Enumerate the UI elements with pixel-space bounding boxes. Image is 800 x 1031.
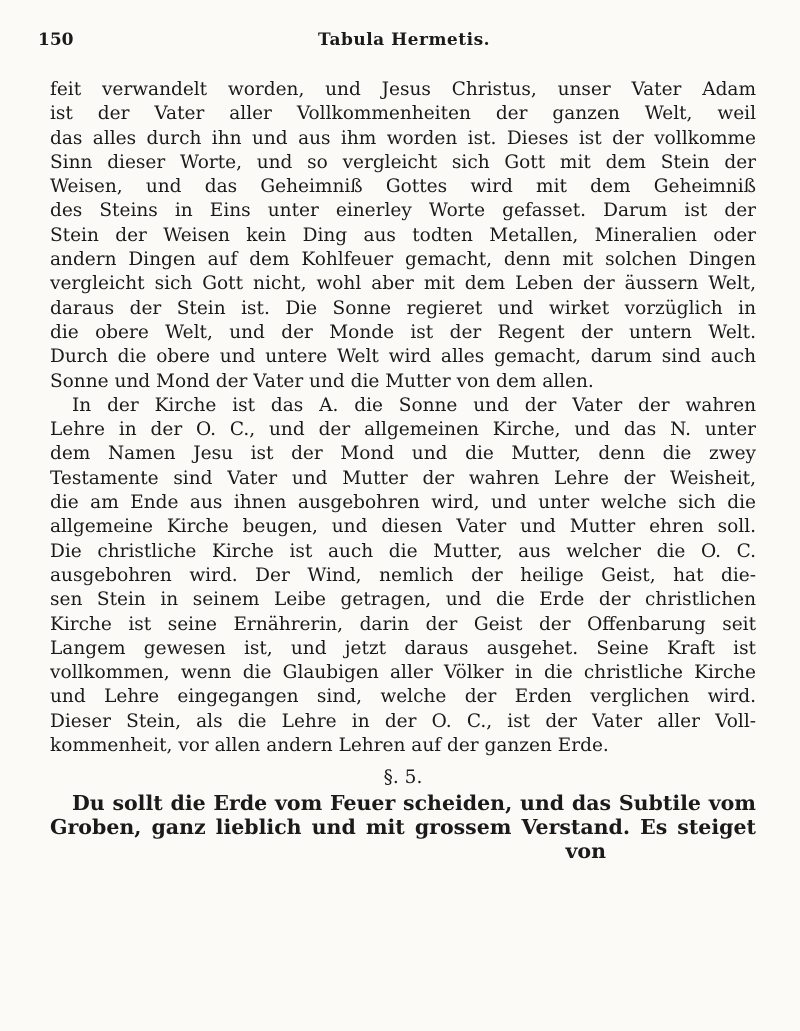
page-number: 150 <box>38 30 74 50</box>
text-line: und Lehre eingegangen sind, welche der Erden verglichen wird. <box>50 686 756 708</box>
text-line: Weisen, und das Geheimniß Gottes wird mit dem Geheimniß <box>50 176 756 198</box>
text-line: Dieser Stein, als die Lehre in der O. C., ist der Vater aller Voll- <box>50 710 756 732</box>
text-line: dem Namen Jesu ist der Mond und die Mutter, denn die zwey <box>50 443 756 465</box>
text-line: Sinn dieser Worte, und so vergleicht sich Gott mit dem Stein der <box>50 151 756 173</box>
text-line: feit verwandelt worden, und Jesus Christus, unser Vater Adam <box>50 79 756 100</box>
body-text <box>50 78 756 864</box>
section-heading: §. 5. <box>383 767 423 789</box>
text-line: die am Ende aus ihnen ausgebohren wird, und unter welche sich die <box>50 492 756 514</box>
text-line: allgemeine Kirche beugen, und diesen Vater und Mutter ehren soll. <box>50 516 756 538</box>
text-line: Langem gewesen ist, und jetzt daraus ausgehet. Seine Kraft ist <box>50 637 756 659</box>
text-line: das alles durch ihn und aus ihm worden ist. Dieses ist der vollkomme <box>50 127 756 149</box>
text-line: Testamente sind Vater und Mutter der wahren Lehre der Weisheit, <box>50 467 756 489</box>
running-title: Tabula Hermetis. <box>317 30 491 50</box>
text-line: ausgebohren wird. Der Wind, nemlich der heilige Geist, hat die- <box>50 564 756 586</box>
text-line: Sonne und Mond der Vater und die Mutter von dem allen. <box>50 370 594 392</box>
text-line: die obere Welt, und der Monde ist der Regent der untern Welt. <box>50 321 756 343</box>
text-line: Kirche ist seine Ernährerin, darin der Geist der Offenbarung seit <box>50 613 756 635</box>
text-line: andern Dingen auf dem Kohlfeuer gemacht, denn mit solchen Dingen <box>50 249 756 271</box>
closing-line: Du sollt die Erde vom Feuer scheiden, und das Subtile vom <box>72 790 756 815</box>
text-line: vergleicht sich Gott nicht, wohl aber mit dem Leben der äussern Welt, <box>50 273 756 295</box>
text-line: daraus der Stein ist. Die Sonne regieret und wirket vorzüglich in <box>50 297 756 319</box>
text-line: ist der Vater aller Vollkommenheiten der ganzen Welt, weil <box>50 103 756 125</box>
catchword: von <box>565 839 606 864</box>
text-line: Lehre in der O. C., und der allgemeinen Kirche, und das N. unter <box>50 419 756 441</box>
text-line: Durch die obere und untere Welt wird alles gemacht, darum sind auch <box>50 346 756 368</box>
section-spacer <box>50 758 756 766</box>
text-line: In der Kirche ist das A. die Sonne und der Vater der wahren <box>72 394 756 416</box>
text-line: vollkommen, wenn die Glaubigen aller Völker in die christliche Kirche <box>50 662 756 684</box>
text-line: kommenheit, vor allen andern Lehren auf der ganzen Erde. <box>50 735 609 757</box>
closing-line: Groben, ganz lieblich und mit grossem Verstand. Es steiget <box>50 814 756 839</box>
page-header <box>38 30 770 62</box>
text-line: des Steins in Eins unter einerley Worte gefasset. Darum ist der <box>50 200 756 222</box>
text-line: Die christliche Kirche ist auch die Mutter, aus welcher die O. C. <box>50 540 756 562</box>
text-line: Stein der Weisen kein Ding aus todten Metallen, Mineralien oder <box>50 224 756 246</box>
text-line: sen Stein in seinem Leibe getragen, und die Erde der christlichen <box>50 589 756 611</box>
